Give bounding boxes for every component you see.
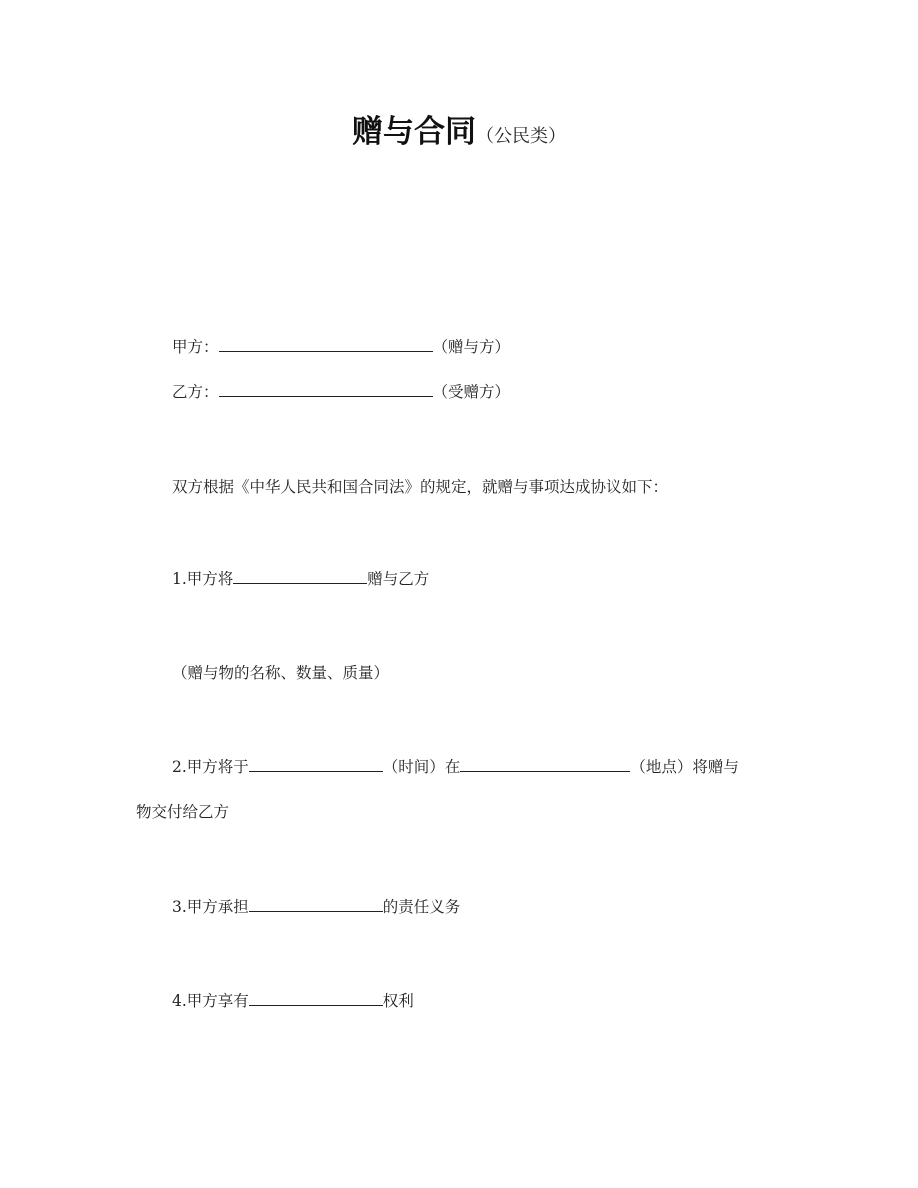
clause-4-line (172, 990, 414, 1012)
document-title: 赠与合同 (352, 114, 476, 150)
clause-2-line (172, 756, 739, 778)
clause-2-time-blank[interactable] (249, 756, 383, 772)
clause-1-line (172, 568, 429, 590)
clause-2-before: 2.甲方将于 (172, 758, 249, 776)
clause-2-place-blank[interactable] (460, 756, 630, 772)
clause-4-after: 权利 (382, 992, 414, 1010)
clause-1-before: 1.甲方将 (172, 570, 234, 588)
clause-2-continuation: 物交付给乙方 (136, 803, 230, 821)
document-title-block (0, 106, 918, 151)
preamble-text: 双方根据《中华人民共和国合同法》的规定，就赠与事项达成协议如下： (172, 478, 669, 496)
party-a-line (172, 336, 510, 358)
clause-3-line (172, 896, 460, 918)
clause-3-duty-blank[interactable] (249, 896, 383, 912)
clause-2-after: （地点）将赠与 (630, 758, 739, 776)
document-title-note: （公民类） (476, 126, 566, 147)
clause-1-gift-blank[interactable] (233, 568, 367, 584)
party-b-label: 乙方： (172, 383, 219, 401)
clause-3-before: 3.甲方承担 (172, 898, 249, 916)
clause-4-right-blank[interactable] (249, 990, 383, 1006)
party-b-role: （受赠方） (432, 383, 511, 401)
party-b-name-blank[interactable] (219, 381, 433, 397)
party-a-label: 甲方： (172, 338, 219, 356)
clause-2-mid: （时间）在 (382, 758, 461, 776)
clause-3-after: 的责任义务 (382, 898, 461, 916)
clause-1-after: 赠与乙方 (367, 570, 430, 588)
clause-4-before: 4.甲方享有 (172, 992, 249, 1010)
clause-1-note: （赠与物的名称、数量、质量） (172, 664, 390, 682)
party-a-name-blank[interactable] (219, 336, 433, 352)
party-b-line (172, 381, 510, 403)
party-a-role: （赠与方） (432, 338, 511, 356)
